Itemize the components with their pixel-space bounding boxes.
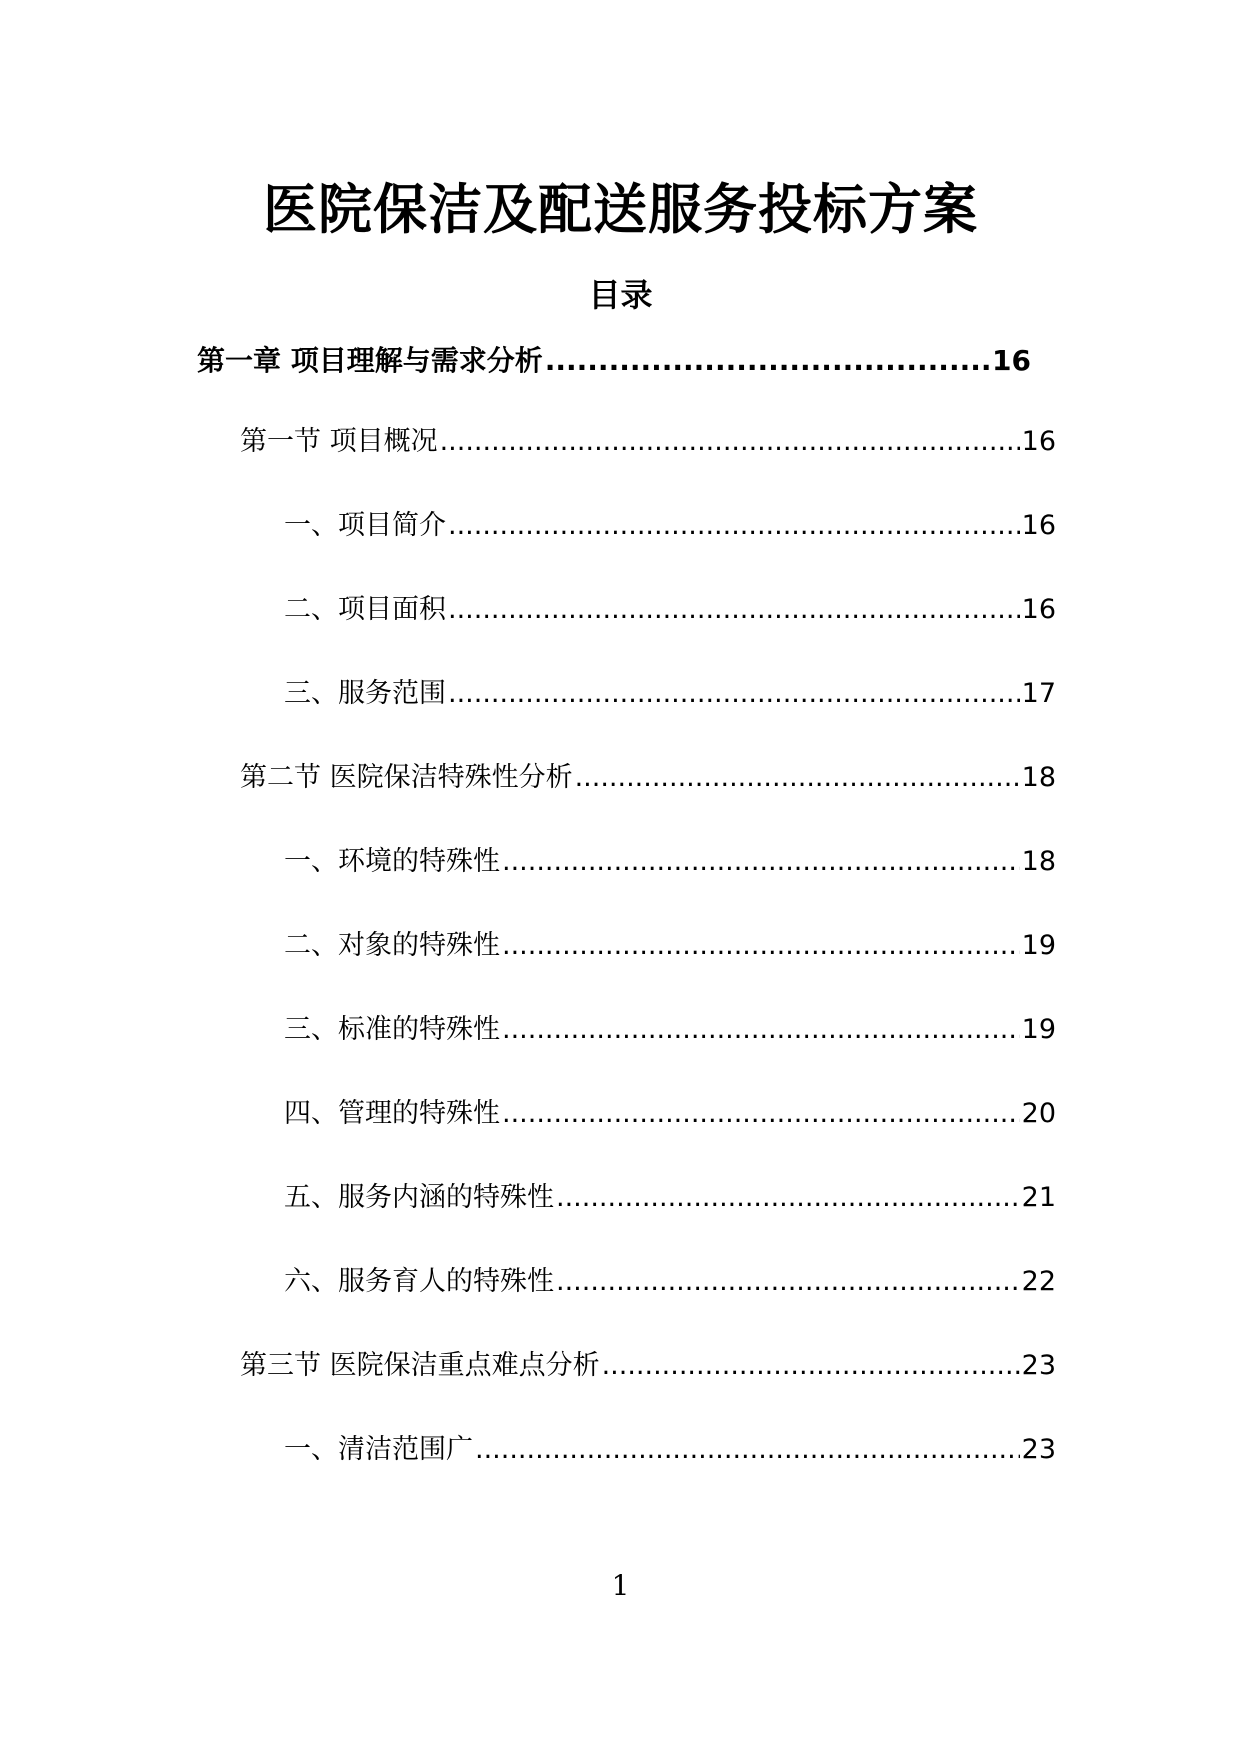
- toc-entry-page: 23: [1021, 1434, 1056, 1465]
- toc-entry-label: 三、标准的特殊性: [284, 1014, 500, 1045]
- toc-entry-subsection[interactable]: [284, 1264, 1056, 1300]
- toc-entry-label: 二、对象的特殊性: [284, 930, 500, 961]
- toc-entry-subsection[interactable]: [284, 1180, 1056, 1216]
- toc-entry-page: 22: [1021, 1266, 1056, 1297]
- page-number: 1: [611, 1569, 630, 1602]
- toc-dot-leader: [556, 1180, 1020, 1216]
- toc-entry-label: 三、服务范围: [284, 678, 446, 709]
- toc-entry-section[interactable]: [240, 424, 1056, 460]
- toc-entry-label: 第一节 项目概况: [240, 426, 438, 457]
- toc-entry-subsection[interactable]: [284, 1012, 1056, 1048]
- toc-entry-label: 二、项目面积: [284, 594, 446, 625]
- toc-entry-chapter-1[interactable]: [197, 343, 1031, 379]
- toc-dot-leader: [502, 928, 1020, 964]
- toc-dot-leader: [448, 508, 1020, 544]
- toc-entry-page: 16: [1021, 594, 1056, 625]
- toc-entry-subsection[interactable]: [284, 592, 1056, 628]
- toc-entry-label: 五、服务内涵的特殊性: [284, 1182, 554, 1213]
- toc-dot-leader: [602, 1348, 1020, 1384]
- toc-dot-leader: [448, 592, 1020, 628]
- toc-entry-subsection[interactable]: [284, 508, 1056, 544]
- document-title: 医院保洁及配送服务投标方案: [263, 178, 978, 241]
- toc-entry-label: 一、环境的特殊性: [284, 846, 500, 877]
- toc-entry-label: 第三节 医院保洁重点难点分析: [240, 1350, 600, 1381]
- toc-entry-label: 六、服务育人的特殊性: [284, 1266, 554, 1297]
- toc-dot-leader: [448, 676, 1020, 712]
- toc-entry-section[interactable]: [240, 760, 1056, 796]
- toc-dot-leader: [502, 844, 1020, 880]
- toc-entry-label: 第一章 项目理解与需求分析: [197, 344, 543, 377]
- toc-entry-label: 第二节 医院保洁特殊性分析: [240, 762, 573, 793]
- toc-entry-page: 19: [1021, 930, 1056, 961]
- toc-entry-page: 16: [1021, 510, 1056, 541]
- toc-entry-page: 20: [1021, 1098, 1056, 1129]
- toc-dot-leader: [502, 1096, 1020, 1132]
- toc-heading: 目录: [588, 276, 653, 314]
- toc-entry-page: 16: [1021, 426, 1056, 457]
- toc-entry-subsection[interactable]: [284, 844, 1056, 880]
- toc-dot-leader: [556, 1264, 1020, 1300]
- toc-dot-leader: [475, 1432, 1020, 1468]
- toc-entry-subsection[interactable]: [284, 928, 1056, 964]
- toc-entry-page: 18: [1021, 846, 1056, 877]
- toc-entry-page: 21: [1021, 1182, 1056, 1213]
- toc-entry-subsection[interactable]: [284, 1432, 1056, 1468]
- toc-dot-leader: [575, 760, 1020, 796]
- toc-entry-page: 18: [1021, 762, 1056, 793]
- toc-entry-page: 16: [992, 344, 1031, 377]
- toc-entry-page: 19: [1021, 1014, 1056, 1045]
- toc-entry-page: 23: [1021, 1350, 1056, 1381]
- toc-entry-page: 17: [1021, 678, 1056, 709]
- toc-dot-leader: [502, 1012, 1020, 1048]
- toc-dot-leader: [440, 424, 1020, 460]
- toc-entry-subsection[interactable]: [284, 676, 1056, 712]
- toc-entry-section[interactable]: [240, 1348, 1056, 1384]
- toc-entry-label: 一、清洁范围广: [284, 1434, 473, 1465]
- toc-entry-label: 一、项目简介: [284, 510, 446, 541]
- toc-dot-leader: [545, 343, 990, 379]
- toc-entry-label: 四、管理的特殊性: [284, 1098, 500, 1129]
- toc-entry-subsection[interactable]: [284, 1096, 1056, 1132]
